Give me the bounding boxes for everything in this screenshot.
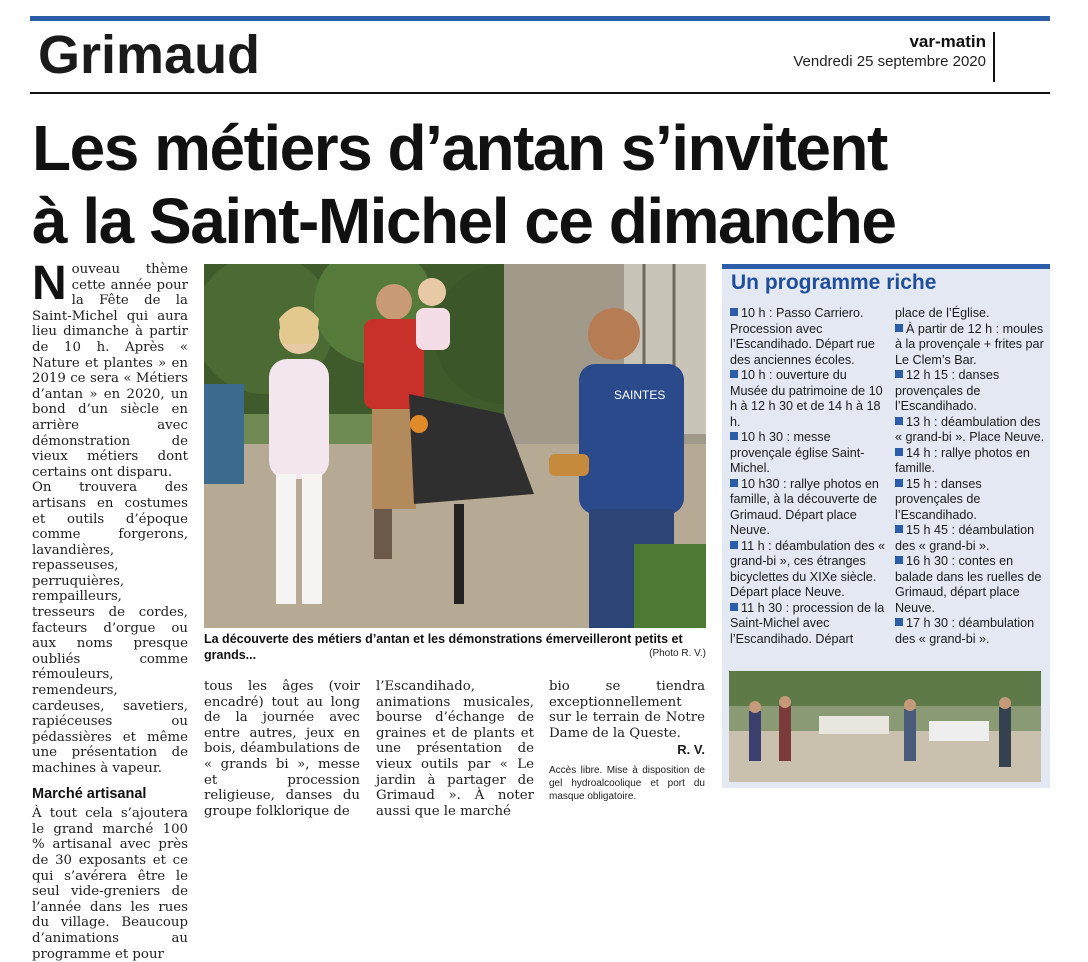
program-item	[895, 415, 1047, 446]
program-column-2-items	[895, 322, 1047, 648]
program-box-accent	[722, 264, 1050, 269]
article-headline	[32, 112, 1042, 258]
bullet-square-icon	[730, 479, 738, 487]
article-column-3	[376, 679, 534, 819]
article-column-4	[549, 679, 705, 803]
article-column-1	[32, 257, 188, 962]
bullet-square-icon	[895, 556, 903, 564]
bullet-square-icon	[895, 370, 903, 378]
header-rule	[30, 92, 1050, 94]
program-item-text: 13 h : déambulation des « grand-bi ». Place Neuve.	[895, 414, 1045, 444]
column-2-text: tous les âges (voir encadré) tout au long de la journée avec entre autres, jeux en bois, déambulations de « grands bi », messe et procession religieuse, danses du groupe folklorique de	[204, 679, 360, 819]
bullet-square-icon	[895, 448, 903, 456]
bullet-square-icon	[895, 525, 903, 533]
program-item-text: 16 h 30 : contes en balade dans les ruelles de Grimaud, départ place Neuve.	[895, 554, 1042, 615]
intro-paragraph	[32, 257, 188, 480]
drop-cap: N	[32, 257, 67, 310]
program-item	[895, 477, 1047, 524]
market-photo-illustration	[729, 671, 1041, 782]
program-item-text: 15 h 45 : déambulation des « grand-bi ».	[895, 523, 1035, 553]
program-item	[895, 368, 1047, 415]
column-3-text: l’Escandihado, animations musicales, bourse d’échange de graines et de plants et une présentation de vieux outils par « Le jardin à partager de Grimaud ». À noter aussi que le marché	[376, 679, 534, 819]
paragraph-artisans: On trouvera des artisans en costumes et outils d’époque comme forgerons, lavandières, repasseuses, perruquières, rempailleurs, tresseurs de cordes, facteurs d’orgue ou aux noms presque oubliés comme rémouleurs, remendeurs, cardeuses, savetiers, rapiéceuses ou pédassières et même une présentation de machines à vapeur.	[32, 480, 188, 776]
bullet-square-icon	[895, 618, 903, 626]
photo-caption: La découverte des métiers d’antan et les démonstrations émerveilleront petits et grands...	[204, 632, 683, 662]
program-item	[730, 539, 888, 601]
bullet-square-icon	[730, 432, 738, 440]
program-item	[730, 368, 888, 430]
program-item	[895, 523, 1047, 554]
masthead	[793, 32, 986, 70]
headline-line-2: à la Saint-Michel ce dimanche	[32, 185, 896, 257]
author-signature: R. V.	[677, 742, 705, 758]
program-item-text: 10 h30 : rallye photos en famille, à la découverte de Grimaud. Départ place Neuve.	[730, 476, 879, 537]
headline-line-1: Les métiers d’antan s’invitent	[32, 112, 887, 184]
bullet-square-icon	[730, 308, 738, 316]
subheading-marche: Marché artisanal	[32, 785, 147, 802]
program-item-text: 10 h 30 : messe provençale église Saint-Michel.	[730, 430, 865, 475]
program-item-continuation: place de l’Église.	[895, 306, 990, 320]
market-photo	[729, 671, 1041, 782]
program-item-text: 15 h : danses provençales de l’Escandihado.	[895, 476, 982, 522]
shirt-text: SAINTES	[614, 388, 666, 402]
bullet-square-icon	[895, 479, 903, 487]
program-column-2	[895, 306, 1047, 647]
program-title: Un programme riche	[731, 271, 937, 294]
program-item	[895, 322, 1047, 369]
program-item	[895, 554, 1047, 616]
program-item-text: 11 h 30 : procession de la Saint-Michel avec l’Escandihado. Départ	[730, 600, 885, 646]
intro-text: ouveau thème cette année pour la Fête de la Saint-Michel qui aura lieu dimanche à partir de 10 h. Après « Nature et plantes » en 2019 ce sera « Métiers d’antan » en 2020, un bond d’un siècle en arrière avec démonstration de vieux métiers dont certains ont disparu.	[32, 262, 188, 480]
program-item	[730, 306, 888, 368]
publication-date: Vendredi 25 septembre 2020	[793, 53, 986, 70]
photo-credit: (Photo R. V.)	[649, 648, 706, 659]
bullet-square-icon	[895, 324, 903, 332]
newspaper-brand: var-matin	[909, 32, 986, 51]
program-item-text: 11 h : déambulation des « grand-bi », ces étranges bicyclettes du XIXe siècle. Départ place Neuve.	[730, 538, 885, 599]
column-4-text: bio se tiendra exceptionnellement sur le terrain de Notre Dame de la Queste.	[549, 679, 705, 741]
program-item-text: 12 h 15 : danses provençales de l’Escandihado.	[895, 368, 1000, 413]
top-accent-bar	[30, 16, 1050, 21]
program-item-text: 17 h 30 : déambulation des « grand-bi ».	[895, 616, 1035, 646]
article-photo	[204, 264, 706, 628]
program-box	[722, 264, 1050, 788]
article-column-2	[204, 679, 360, 819]
bullet-square-icon	[730, 541, 738, 549]
program-item	[730, 430, 888, 477]
program-item-text: 10 h : Passo Carriero. Procession avec l’Escandihado. Départ rue des anciennes écoles.	[730, 306, 875, 367]
program-item	[730, 477, 888, 539]
program-item-text: 10 h : ouverture du Musée du patrimoine de 10 h à 12 h 30 et de 14 h à 18 h.	[730, 368, 883, 429]
photo-illustration	[204, 264, 706, 628]
bullet-square-icon	[895, 417, 903, 425]
practical-note: Accès libre. Mise à disposition de gel hydroalcoolique et port du masque obligatoire.	[549, 764, 705, 802]
program-item	[895, 446, 1047, 477]
program-item	[730, 601, 888, 648]
program-item	[895, 616, 1047, 647]
bullet-square-icon	[730, 370, 738, 378]
program-column-1	[730, 306, 888, 647]
masthead-divider	[993, 32, 995, 82]
program-item-text: À partir de 12 h : moules à la provençale + frites par Le Clem’s Bar.	[895, 321, 1044, 367]
program-item-text: 14 h : rallye photos en famille.	[895, 445, 1030, 475]
paragraph-marche: À tout cela s’ajoutera le grand marché 100 % artisanal avec près de 30 exposants et ce qui s’avérera être le seul vide-greniers de l’année dans les rues du village. Beaucoup d’animations au programme et pour	[32, 806, 188, 962]
bullet-square-icon	[730, 603, 738, 611]
section-title: Grimaud	[38, 25, 261, 85]
